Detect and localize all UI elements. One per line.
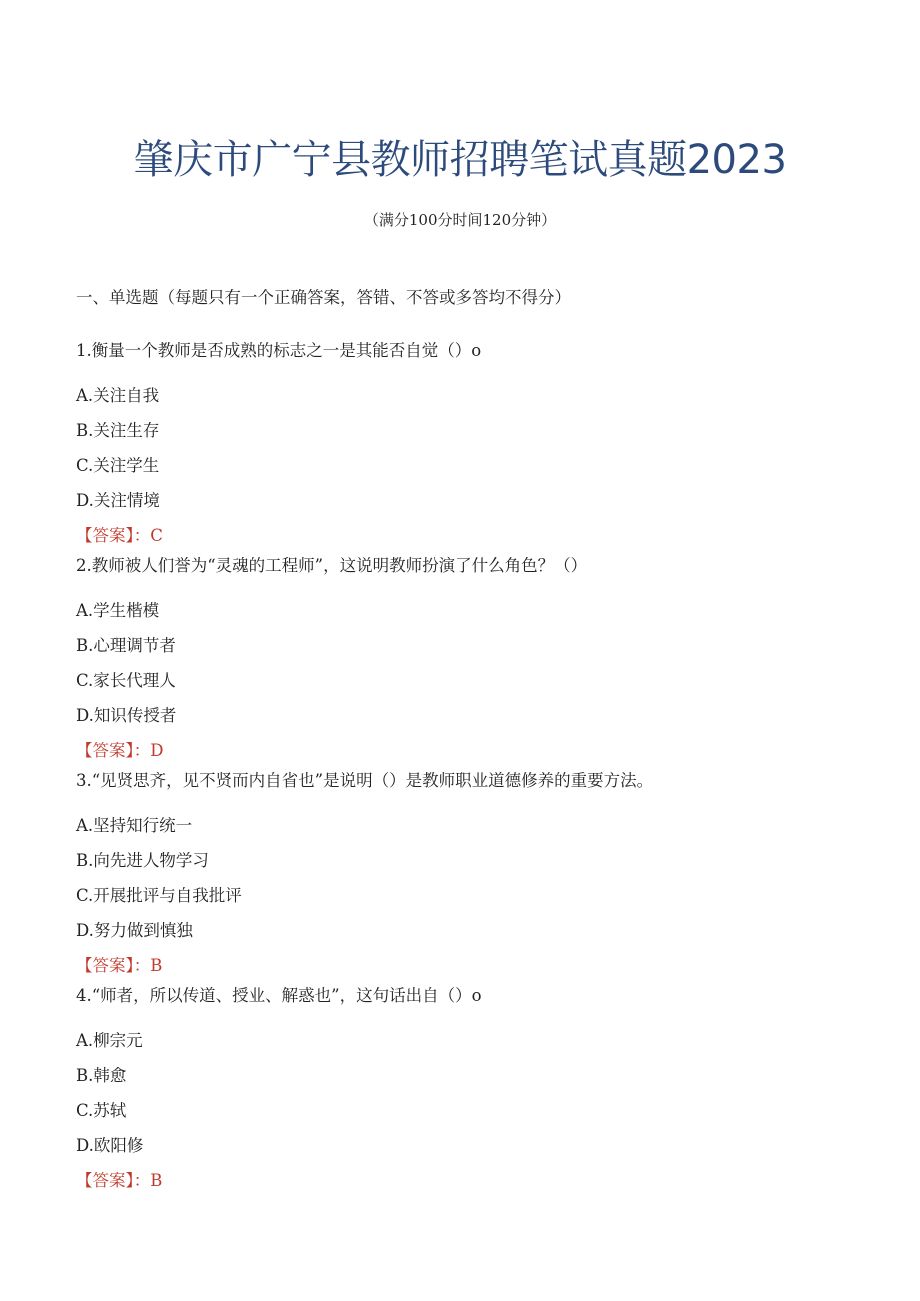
option-a: A.学生楷模 (76, 601, 160, 620)
option-d: D.关注情境 (76, 491, 160, 510)
option-list (76, 378, 876, 518)
option-a: A.关注自我 (76, 386, 160, 405)
answer-label: 【答案】：C (76, 526, 163, 545)
option-b: B.关注生存 (76, 421, 160, 440)
option-c: C.关注学生 (76, 456, 160, 475)
question-stem: 4.“师者，所以传道、授业、解惑也”，这句话出自（）o (76, 986, 482, 1005)
exam-info: （满分100分时间120分钟） (363, 211, 557, 229)
option-list (76, 1023, 876, 1163)
option-b: B.心理调节者 (76, 636, 176, 655)
option-b: B.向先进人物学习 (76, 851, 209, 870)
option-a: A.柳宗元 (76, 1031, 143, 1050)
option-list (76, 808, 876, 948)
question-list (76, 338, 876, 1198)
option-c: C.家长代理人 (76, 671, 176, 690)
option-d: D.努力做到慎独 (76, 921, 193, 940)
answer-label: 【答案】：B (76, 1171, 163, 1190)
option-d: D.知识传授者 (76, 706, 177, 725)
option-b: B.韩愈 (76, 1066, 127, 1085)
option-c: C.开展批评与自我批评 (76, 886, 242, 905)
option-d: D.欧阳修 (76, 1136, 144, 1155)
answer-label: 【答案】：D (76, 741, 164, 760)
option-list (76, 593, 876, 733)
question-stem: 2.教师被人们誉为“灵魂的工程师”，这说明教师扮演了什么角色？（） (76, 556, 588, 575)
section-heading: 一、单选题（每题只有一个正确答案，答错、不答或多答均不得分） (76, 288, 571, 307)
question-4 (76, 983, 876, 1198)
question-3 (76, 768, 876, 983)
question-stem: 3.“见贤思齐，见不贤而内自省也”是说明（）是教师职业道德修养的重要方法。 (76, 771, 654, 790)
answer-label: 【答案】：B (76, 956, 163, 975)
question-1 (76, 338, 876, 553)
option-a: A.坚持知行统一 (76, 816, 193, 835)
question-stem: 1.衡量一个教师是否成熟的标志之一是其能否自觉（）o (76, 341, 482, 360)
option-c: C.苏轼 (76, 1101, 127, 1120)
question-2 (76, 553, 876, 768)
page-title: 肇庆市广宁县教师招聘笔试真题2023 (133, 137, 787, 183)
